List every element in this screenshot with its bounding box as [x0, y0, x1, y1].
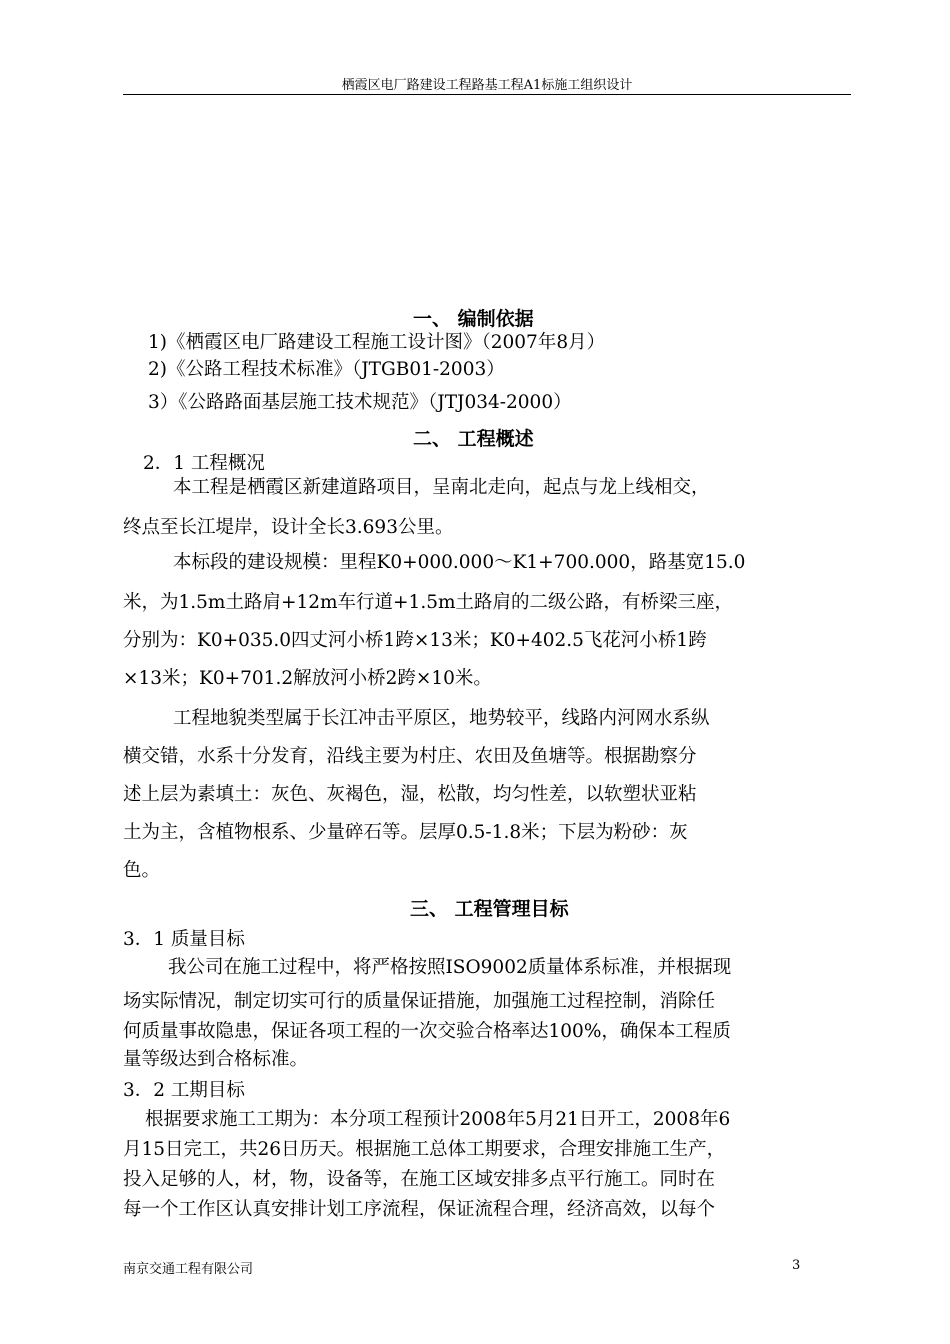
overview-line: 工程地貌类型属于长江冲击平原区，地势较平，线路内河网水系纵: [173, 708, 710, 729]
page-number: 3: [792, 1258, 801, 1273]
subsection-3-2-title: 3．2 工期目标: [123, 1080, 245, 1101]
section-2-title: 二、 工程概述: [413, 428, 534, 450]
quality-line: 我公司在施工过程中，将严格按照ISO9002质量体系标准，并根据现: [168, 957, 732, 978]
overview-line: 米，为1.5m土路肩+12m车行道+1.5m土路肩的二级公路，有桥梁三座，: [123, 592, 734, 613]
quality-line: 场实际情况，制定切实可行的质量保证措施，加强施工过程控制，消除任: [123, 991, 716, 1012]
footer-company: 南京交通工程有限公司: [123, 1262, 254, 1277]
overview-line: 述上层为素填土：灰色、灰褐色，湿，松散，均匀性差，以软塑状亚粘: [123, 784, 697, 805]
reference-2: 2)《公路工程技术标准》（JTGB01-2003）: [148, 359, 505, 380]
schedule-line: 根据要求施工工期为：本分项工程预计2008年5月21日开工，2008年6: [145, 1109, 731, 1130]
schedule-line: 投入足够的人，材，物，设备等，在施工区域安排多点平行施工。同时在: [123, 1169, 716, 1190]
schedule-line: 每一个工作区认真安排计划工序流程，保证流程合理，经济高效，以每个: [123, 1199, 716, 1220]
header-divider: [123, 94, 851, 95]
overview-line: 本标段的建设规模：里程K0+000.000～K1+700.000，路基宽15.0: [173, 552, 746, 573]
schedule-line: 月15日完工，共26日历天。根据施工总体工期要求，合理安排施工生产，: [123, 1139, 726, 1160]
section-1-title: 一、 编制依据: [413, 308, 534, 330]
subsection-3-1-title: 3．1 质量目标: [123, 929, 245, 950]
quality-line: 何质量事故隐患，保证各项工程的一次交验合格率达100%，确保本工程质: [123, 1021, 731, 1042]
overview-line: ×13米；K0+701.2解放河小桥2跨×10米。: [123, 668, 492, 689]
overview-line: 终点至长江堤岸，设计全长3.693公里。: [123, 517, 454, 538]
reference-1: 1)《栖霞区电厂路建设工程施工设计图》（2007年8月）: [148, 332, 606, 353]
overview-line: 分别为：K0+035.0四丈河小桥1跨×13米；K0+402.5飞花河小桥1跨: [123, 630, 707, 651]
quality-line: 量等级达到合格标准。: [123, 1049, 309, 1070]
overview-line: 横交错，水系十分发育，沿线主要为村庄、农田及鱼塘等。根据勘察分: [123, 746, 697, 767]
page-header: 栖霞区电厂路建设工程路基工程A1标施工组织设计: [341, 78, 633, 93]
overview-line: 色。: [123, 860, 161, 881]
section-3-title: 三、 工程管理目标: [410, 898, 569, 920]
overview-line: 土为主，含植物根系、少量碎石等。层厚0.5-1.8米；下层为粉砂：灰: [123, 822, 688, 843]
subsection-2-1-title: 2．1 工程概况: [143, 453, 265, 474]
overview-line: 本工程是栖霞区新建道路项目，呈南北走向，起点与龙上线相交，: [173, 477, 710, 498]
reference-3: 3）《公路路面基层施工技术规范》（JTJ034-2000）: [148, 392, 572, 413]
